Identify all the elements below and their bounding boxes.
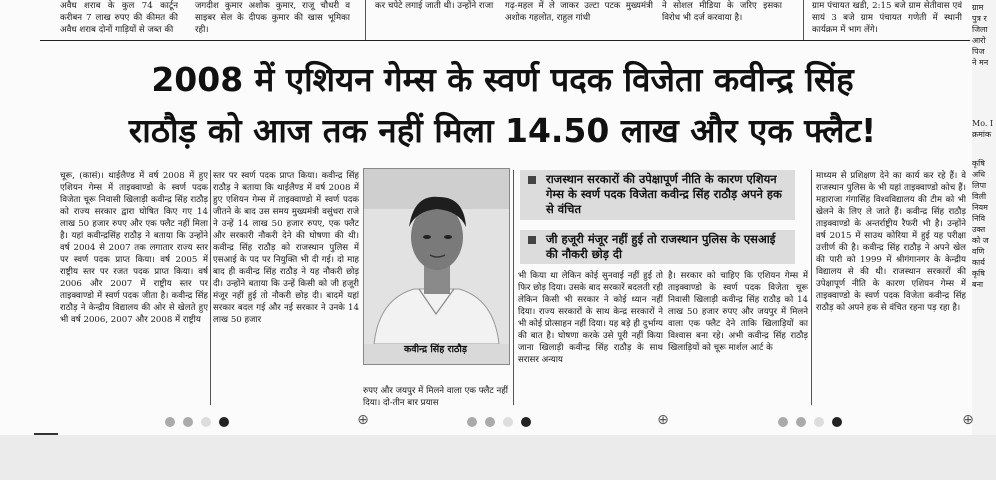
carousel-dot[interactable] — [503, 417, 513, 427]
top-article-6: ग्राम पंचायत खडी, 2:15 बजे ग्राम सेतीवास एवं सायं 3 बजे ग्राम पंचायत गणेती में स्थानी कार्यक्रम में भाग लेंगे। — [812, 1, 962, 35]
carousel-dot-active[interactable] — [219, 417, 229, 427]
carousel-dot-active[interactable] — [521, 417, 531, 427]
top-article-5: ने सोशल मीडिया के जरिए इसका विरोध भी दर्ज करवाया है। — [662, 1, 782, 23]
carousel-dots — [467, 416, 531, 428]
column-rule — [811, 170, 812, 405]
carousel-dot[interactable] — [814, 417, 824, 427]
carousel-dot[interactable] — [201, 417, 211, 427]
article-column-2: स्तर पर स्वर्ण पदक प्राप्त किया। कवीन्द्र सिंह राठौड़ ने बताया कि थाईलैण्ड में वर्ष 2008 में हुए एशियन गेम्स में ताइक्वाण्डो में स्वर्ण पदक जीतने के बाद उस समय मुख्यमंत्री वसुंधरा राजे ने उन्हें 14 लाख 50 हजार रुपए, एक फ्लैट और सरकारी नौकरी देने की घोषणा की थी। कवीन्द्र सिंह राठौड़ को राजस्थान पुलिस में एसआई के पद पर नियुक्ति भी दी गई। दो माह बाद ही कवीन्द्र सिंह राठौड़ ने यह नौकरी छोड़ दी। उन्होंने बताया कि उन्हें किसी को जी हजूरी मंजूर नहीं हुई तो नौकरी छोड़ दी। बादमें यहां सरकार बदल गई और नई सरकार ने उनके 14 लाख 50 हजार — [213, 171, 359, 325]
article-column-2-continued: रुपए और जयपुर में मिलने वाला एक फ्लैट नहीं दिया। दो-तीन बार प्रयास — [363, 386, 508, 408]
article-column-4: है। सरकार को चाहिए कि एशियन गेम्स में ताइक्वाण्डो के स्वर्ण पदक विजेता चूरू निवासी खिलाड़ी कवीन्द्र सिंह राठौड़ को 14 लाख 50 हजार रुपए और जयपुर में मिलने वाला एक फ्लैट देने ताकि खिलाड़ियों का विश्वास बना रहे। अभी कवीन्द्र सिंह राठौड़ खिलाड़ियों को चूरू मार्शल आर्ट के — [668, 271, 808, 353]
top-article-1: अवैध शराब के कुल 74 कार्टून करीबन 7 लाख रुपए की कीमत की अवैध शराब दोनों गाड़ियों से जब्त की — [60, 1, 178, 35]
minimize-dash[interactable] — [34, 433, 58, 435]
column-rule — [210, 170, 211, 405]
top-column-rule — [803, 0, 804, 40]
article-column-3: भी किया था लेकिन कोई सुनवाई नहीं हुई तो फिर छोड़ दिया। उसके बाद सरकारें बदलती रही लेकिन किसी भी सरकार ने कोई ध्यान नहीं दिया। राज्य सरकारों के साथ केन्द्र सरकारों ने भी कोई प्रोत्साहन नहीं दिया। यह बड़े ही दुर्भाग्य की बात है। घोषणा करके उसे पूरी नहीं किया जाना खिलाड़ी कवीन्द्र सिंह राठौड़ के साथ सरासर अन्याय — [518, 271, 663, 365]
top-divider — [40, 40, 970, 41]
column-rule — [513, 170, 514, 405]
highlight-box-1: राजस्थान सरकारों की उपेक्षापूर्ण नीति के कारण एशियन गेम्स के स्वर्ण पदक विजेता कवीन्द्र सिंह राठौड़ अपने हक से वंचित — [520, 170, 795, 220]
top-article-3: कर चपेटे लगाई जाती थी। उन्होंने राजा — [375, 1, 494, 11]
zoom-plus-icon[interactable]: ⊕ — [657, 412, 669, 428]
headline-line-2: राठौड़ को आज तक नहीं मिला 14.50 लाख और एक फ्लैट! — [128, 111, 877, 150]
player-portrait-image — [364, 169, 509, 344]
top-article-4: गढ़-महल में ले जाकर उल्टा पटक मुख्यमंत्री अशोक गहलोत, राहुल गांधी — [505, 1, 653, 23]
carousel-dot[interactable] — [165, 417, 175, 427]
carousel-dots — [165, 416, 229, 428]
article-column-5: माध्यम से प्रशिक्षण देने का कार्य कर रहे हैं। वे राजस्थान पुलिस के भी यहां ताइक्वाण्डो कोच हैं। महाराजा गंगासिंह विश्वविद्यालय की टीम को भी खेलने के लिए ले जाते हैं। कवीन्द्र सिंह राठौड़ ताइक्वाण्डो के अन्तर्राष्ट्रीय रैफरी भी है। उन्होंने वर्ष 2015 में साउथ कोरिया में हुई यह परीक्षा उत्तीर्ण की है। कवीन्द्र सिंह राठौड़ ने अपने खेल की पारी को 1999 में श्रीगंगानगर के केन्द्रीय विद्यालय से की थी। राजस्थान सरकारों की उपेक्षापूर्ण नीति के कारण एशियन गेम्स में ताइक्वाण्डो के स्वर्ण पदक विजेता कवीन्द्र सिंह राठौड़ को अपने हक से वंचित रहना पड़ रहा है। — [816, 171, 966, 313]
next-page-strip: ग्राम पुत्र र जिला आरो पिज ने मन Mo. I क्रमांक कृषि अधि लिपा विली नियम निवि उक्त को ज वणि कार्य कृषि बना — [972, 0, 996, 435]
bullet-square-icon — [528, 176, 536, 184]
zoom-plus-icon[interactable]: ⊕ — [357, 412, 369, 428]
zoom-plus-icon[interactable]: ⊕ — [962, 412, 974, 428]
photo-caption: कवीन्द्र सिंह राठौड़ — [404, 344, 467, 355]
carousel-dot[interactable] — [467, 417, 477, 427]
carousel-dot[interactable] — [796, 417, 806, 427]
carousel-dot-active[interactable] — [832, 417, 842, 427]
highlight-box-2: जी हजूरी मंजूर नहीं हुई तो राजस्थान पुलिस के एसआई की नौकरी छोड़ दी — [520, 230, 795, 264]
bullet-square-icon — [528, 236, 536, 244]
carousel-dot[interactable] — [183, 417, 193, 427]
article-column-1: चूरू, (कासं)। थाईलैण्ड में वर्ष 2008 में हुए एशियन गेम्स में ताइक्वाण्डो के स्वर्ण पदक विजेता चूरू निवासी खिलाड़ी कवीन्द्र सिंह राठौड़ को राज्य सरकार द्वारा घोषित किए गए 14 लाख 50 हजार रुपए और एक फ्लैट नहीं मिला है। यहां कवीन्द्रसिंह राठौड़ ने बताया कि उन्होंने वर्ष 2004 से 2007 तक लगातार राज्य स्तर पर स्वर्ण पदक प्राप्त किया। वर्ष 2005 में राष्ट्रीय स्तर पर रजत पदक प्राप्त किया। वर्ष 2006 और 2007 में राष्ट्रीय स्तर पर ताइक्वाण्डो में स्वर्ण पदक जीता है। कवीन्द्र सिंह राठौड़ ने केन्द्रीय विद्यालय की ओर से खेलते हुए भी वर्ष 2006, 2007 और 2008 में राष्ट्रीय — [60, 171, 208, 325]
top-column-rule — [365, 0, 366, 40]
headline-line-1: 2008 में एशियन गेम्स के स्वर्ण पदक विजेता कवीन्द्र सिंह — [151, 60, 854, 99]
carousel-dots — [778, 416, 842, 428]
top-article-2: जगदीश कुमार अशोक कुमार, राजू चौधरी व साइबर सेल के दीपक कुमार की खास भूमिका रही। — [195, 1, 350, 35]
player-photo — [363, 168, 510, 365]
carousel-dot[interactable] — [778, 417, 788, 427]
carousel-dot[interactable] — [485, 417, 495, 427]
